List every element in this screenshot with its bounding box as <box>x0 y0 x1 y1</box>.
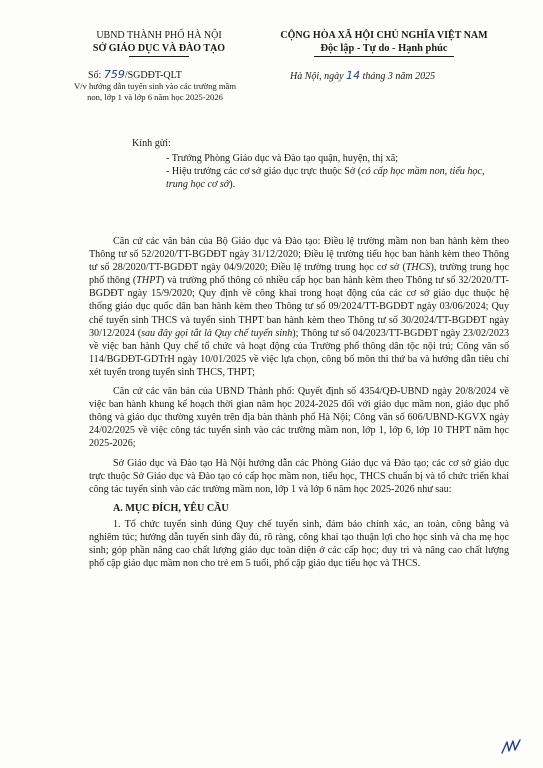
issuer-name: SỞ GIÁO DỤC VÀ ĐÀO TẠO <box>92 42 226 54</box>
date-suffix: tháng 3 năm 2025 <box>362 71 436 82</box>
date-prefix: Hà Nội, ngày <box>290 71 344 82</box>
issuer-block <box>70 30 248 57</box>
national-heading <box>253 30 515 57</box>
body-paragraph: Căn cứ các văn bản của UBND Thành phố: Quyết định số 4354/QĐ-UBND ngày 20/8/2024 về việc ban hành khung kế hoạch thời gian năm học 2024-2025 đối với giáo dục mầm non, giáo dục phổ thông và giáo dục thường xuyên trên địa bàn thành phố Hà Nội; Công văn số 606/UBND-KGVX ngày 24/02/2025 về việc công tác tuyển sinh vào các trường mầm non, lớp 1, lớp 6, lớp 10 THPT năm học 2025-2026; <box>89 386 509 450</box>
issue-date <box>290 69 435 83</box>
document-subject: V/v hướng dẫn tuyển sinh vào các trường mầm non, lớp 1 và lớp 6 năm học 2025-2026 <box>73 81 237 102</box>
body-paragraph: 1. Tổ chức tuyển sinh đúng Quy chế tuyển sinh, đảm bảo chính xác, an toàn, công bằng và nghiêm túc; hướng dẫn tuyển sinh đầy đủ, rõ ràng, công khai tạo thuận lợi cho học sinh và cha mẹ học sinh; góp phần nâng cao chất lượng giáo dục toàn diện ở các cấp học; duy trì và nâng cao chất lượng phổ cập giáo dục mầm non cho trẻ em 5 tuổi, phổ cập giáo dục tiểu học và THCS. <box>89 518 509 570</box>
document-body <box>89 235 509 576</box>
recipient-item: - Trưởng Phòng Giáo dục và Đào tạo quận, huyện, thị xã; <box>166 153 399 164</box>
issuer-parent: UBND THÀNH PHỐ HÀ NỘI <box>96 30 222 41</box>
handwritten-number: 759 <box>103 68 125 81</box>
body-paragraph: Sở Giáo dục và Đào tạo Hà Nội hướng dẫn các Phòng Giáo dục và Đào tạo; các cơ sở giáo dục trực thuộc Sở Giáo dục và Đào tạo có cấp học mầm non, tiểu học, THCS chuẩn bị và tổ chức triển khai công tác tuyển sinh vào các trường mầm non, lớp 1 và lớp 6 năm học 2025-2026 như sau: <box>89 457 509 495</box>
motto-underline <box>314 56 454 57</box>
initials-mark-icon <box>500 738 522 756</box>
kinh-gui-label: Kính gửi: <box>132 138 171 149</box>
body-paragraph: Căn cứ các văn bản của Bộ Giáo dục và Đào tạo: Điều lệ trường mầm non ban hành kèm theo Thông tư số 52/2020/TT-BGDĐT ngày 31/12/2020; Điều lệ trường tiểu học ban hành kèm theo Thông tư số 28/2020/TT-BGDĐT ngày 04/9/2020; Điều lệ trường trung học cơ sở (THCS), trường trung học phổ thông (THPT) và trường phổ thông có nhiều cấp học ban hành kèm theo Thông tư số 32/2020/TT-BGDĐT ngày 15/9/2020; Quy định về công khai trong hoạt động của các cơ sở giáo dục thuộc hệ thống giáo dục quốc dân ban hành kèm theo Thông tư số 09/2024/TT-BGDĐT ngày 03/06/2024; Quy chế tuyển sinh THCS và tuyển sinh THPT ban hành kèm theo Thông tư số 30/2024/TT-BGDĐT ngày 30/12/2024 (sau đây gọi tắt là Quy chế tuyển sinh); Thông tư số 04/2023/TT-BGDĐT ngày 23/02/2023 về việc ban hành Quy chế tổ chức và hoạt động của Trường phổ thông dân tộc nội trú; Công văn số 114/BGDĐT-GDTrH ngày 10/01/2025 về việc lựa chọn, công bố môn thi thứ ba và hướng dẫn tiêu chí xét tuyển trong tuyển sinh THCS, THPT; <box>89 236 509 378</box>
document-number <box>88 68 182 82</box>
section-heading: A. MỤC ĐÍCH, YÊU CẦU <box>113 502 229 514</box>
number-suffix: /SGDĐT-QLT <box>124 70 182 81</box>
recipient-item: - Hiệu trưởng các cơ sở giáo dục trực thuộc Sở (có cấp học mầm non, tiểu học, trung học cơ sở). <box>166 166 485 191</box>
national-motto: Độc lập - Tự do - Hạnh phúc <box>320 42 448 54</box>
recipients-list <box>166 152 506 191</box>
issuer-underline <box>129 56 189 57</box>
handwritten-day: 14 <box>346 69 361 82</box>
number-prefix: Số: <box>88 70 102 81</box>
nation-name: CỘNG HÒA XÃ HỘI CHỦ NGHĨA VIỆT NAM <box>280 30 488 41</box>
